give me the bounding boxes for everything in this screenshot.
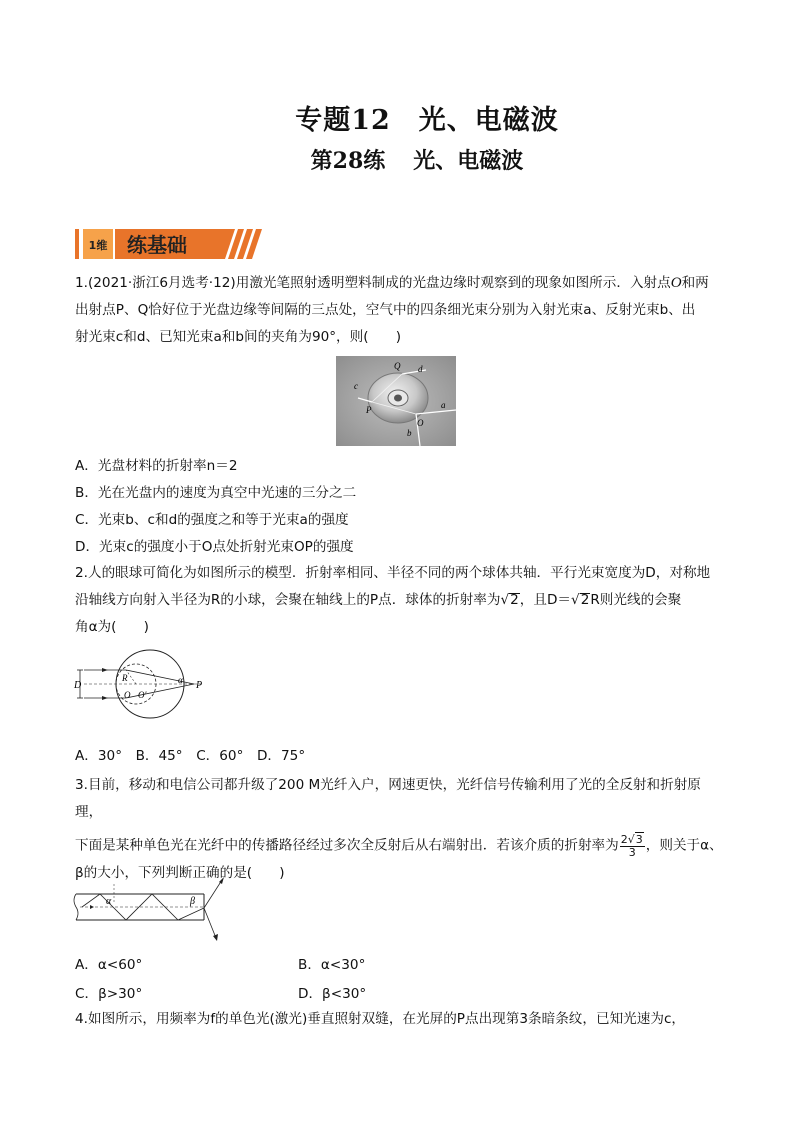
- question-3: [75, 772, 725, 887]
- q3-line2-end: ，则关于α、: [645, 837, 723, 854]
- chapter-title: [0, 98, 794, 137]
- question-2: 2.人的眼球可简化为如图所示的模型．折射率相同、半径不同的两个球体共轴．平行光束宽度为D，对称地 沿轴线方向射入半径为R的小球，会聚在轴线上的P点．球体的折射率为√2，且D＝√2R则光线的会聚 角α为( ): [75, 560, 725, 641]
- q1-option-d: D．光束c的强度小于O点处折射光束OP的强度: [75, 539, 354, 555]
- q3-frac-sqrt: 3: [635, 833, 643, 846]
- lesson-title: [0, 144, 794, 175]
- q3-option-a: A．α<60°: [75, 957, 143, 973]
- q3-option-d: D．β<30°: [298, 986, 367, 1002]
- fig2-label-o-prime: O′: [138, 690, 147, 700]
- q2-line3: 角α为( ): [75, 619, 149, 635]
- chapter-name: 光、电磁波: [418, 105, 559, 136]
- question-4: [75, 1006, 725, 1033]
- fig3-label-alpha: α: [106, 896, 112, 907]
- q2-line2-end: R则光线的会聚: [590, 592, 682, 608]
- q2-line1: 2.人的眼球可简化为如图所示的模型．折射率相同、半径不同的两个球体共轴．平行光束宽度为D，对称地: [75, 565, 711, 581]
- section-label: 练基础: [127, 233, 187, 257]
- q2-options: A．30° B．45° C．60° D．75°: [75, 748, 306, 764]
- q1-line2: 出射点P、Q恰好位于光盘边缘等间隔的三点处，空气中的四条细光束分别为入射光束a、反射光束b、出: [75, 302, 696, 318]
- q2-eyeball-diagram: [72, 648, 212, 720]
- q2-line2-mid: ，且D＝: [519, 592, 572, 608]
- fig2-label-r: R: [122, 673, 128, 683]
- q3-line3: β的大小，下列判断正确的是( ): [75, 864, 285, 881]
- q3-fraction: $\frac{2√3}{3}$: [620, 833, 643, 859]
- fig2-label-p: P: [196, 680, 203, 691]
- q3-frac-den: 3: [628, 846, 636, 859]
- fig1-label-q: Q: [394, 361, 401, 371]
- question-1: [75, 270, 725, 351]
- fig3-label-beta: β: [190, 896, 195, 907]
- q2-sqrt-index: 2: [510, 592, 519, 608]
- fig2-label-alpha: α: [178, 675, 183, 685]
- q2-line2-start: 沿轴线方向射入半径为R的小球，会聚在轴线上的P点．球体的折射率为: [75, 592, 501, 608]
- fig2-label-o: O: [124, 690, 131, 700]
- fig1-label-b: b: [407, 428, 412, 438]
- section-badge: 1维: [88, 239, 108, 252]
- q1-option-a: A．光盘材料的折射率n＝2: [75, 458, 238, 474]
- q3-line2-start: 下面是某种单色光在光纤中的传播路径经过多次全反射后从右端射出．若该介质的折射率为: [75, 837, 619, 854]
- chapter-number: 专题12: [295, 105, 391, 136]
- q3-frac-num: 2: [620, 833, 628, 846]
- q1-line1-end: 和两: [681, 275, 709, 291]
- q3-line1: 3.目前，移动和电信公司都升级了200 M光纤入户，网速更快，光纤信号传输利用了光的全反射和折射原理，: [75, 777, 701, 820]
- fig1-label-o: O: [417, 418, 424, 428]
- lesson-name: 光、电磁波: [413, 148, 524, 174]
- section-banner: [75, 223, 265, 263]
- fig1-label-a: a: [441, 400, 446, 410]
- q3-fiber-diagram: [70, 874, 230, 942]
- q1-point-o: O: [670, 275, 682, 291]
- fig1-label-p: P: [366, 405, 372, 415]
- q3-option-b: B．α<30°: [298, 957, 366, 973]
- q1-option-b: B．光在光盘内的速度为真空中光速的三分之二: [75, 485, 357, 501]
- q2-sqrt-d: 2: [580, 592, 590, 608]
- fig2-label-d: D: [74, 680, 82, 691]
- q3-option-c: C．β>30°: [75, 986, 143, 1002]
- q1-line3: 射光束c和d、已知光束a和b间的夹角为90°，则( ): [75, 329, 402, 345]
- q1-option-c: C．光束b、c和d的强度之和等于光束a的强度: [75, 512, 349, 528]
- lesson-number: 第28练: [310, 148, 386, 174]
- q4-line1: 4.如图所示，用频率为f的单色光(激光)垂直照射双缝，在光屏的P点出现第3条暗条纹，已知光速为c，: [75, 1011, 686, 1027]
- fig1-label-d: d: [418, 364, 423, 374]
- q1-disc-photo: [336, 356, 456, 446]
- q1-line1: 1.(2021·浙江6月选考·12)用激光笔照射透明塑料制成的光盘边缘时观察到的现象如图所示．入射点: [75, 275, 671, 291]
- fig1-label-c: c: [354, 381, 358, 391]
